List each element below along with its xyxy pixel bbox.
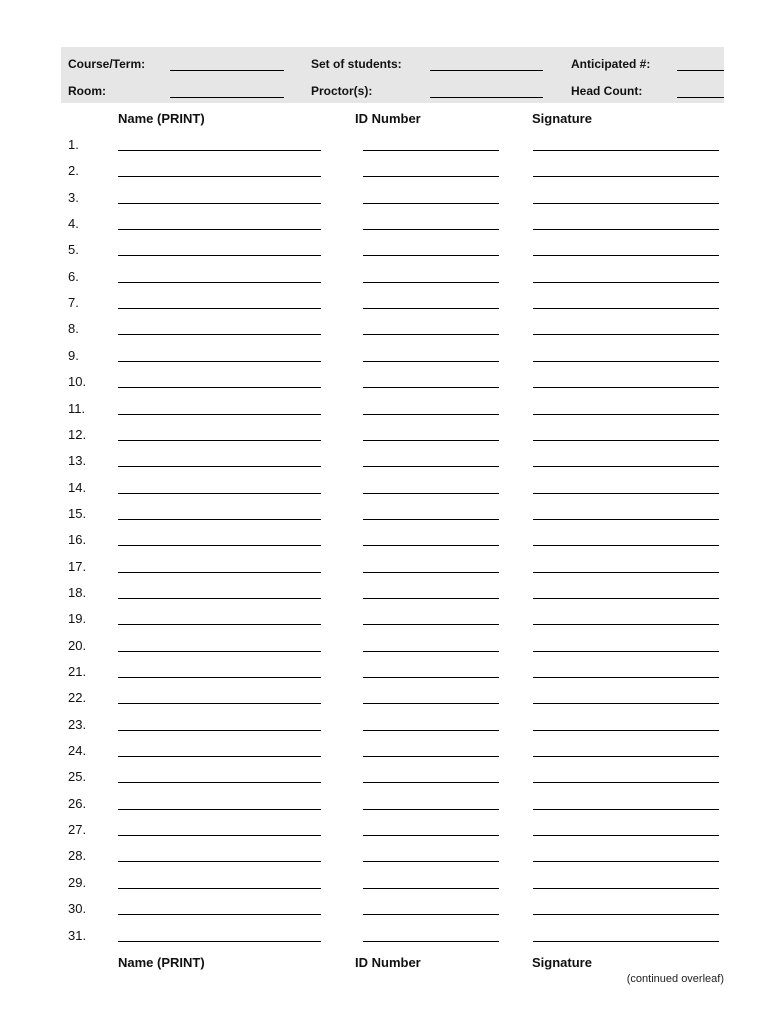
name-column-header: Name (PRINT)	[118, 111, 205, 126]
id-number-field[interactable]	[363, 387, 499, 388]
signature-field[interactable]	[533, 598, 719, 599]
room-field[interactable]	[170, 97, 284, 98]
name-field[interactable]	[118, 782, 321, 783]
row-number: 19.	[68, 611, 87, 627]
signature-field[interactable]	[533, 941, 719, 942]
name-field[interactable]	[118, 387, 321, 388]
name-field[interactable]	[118, 572, 321, 573]
row-number: 5.	[68, 242, 79, 258]
name-field[interactable]	[118, 519, 321, 520]
signature-field[interactable]	[533, 229, 719, 230]
row-number: 2.	[68, 163, 79, 179]
row-number: 3.	[68, 189, 79, 205]
signature-field[interactable]	[533, 387, 719, 388]
signature-field[interactable]	[533, 361, 719, 362]
row-number: 17.	[68, 558, 87, 574]
row-number: 10.	[68, 374, 87, 390]
signature-field[interactable]	[533, 255, 719, 256]
row-number: 23.	[68, 716, 87, 732]
name-field[interactable]	[118, 493, 321, 494]
id-number-field[interactable]	[363, 203, 499, 204]
id-number-field[interactable]	[363, 703, 499, 704]
row-number: 7.	[68, 295, 79, 311]
signature-field[interactable]	[533, 756, 719, 757]
signature-field[interactable]	[533, 493, 719, 494]
continued-note: (continued overleaf)	[626, 973, 724, 985]
id-number-field[interactable]	[363, 624, 499, 625]
signature-field[interactable]	[533, 282, 719, 283]
name-field[interactable]	[118, 308, 321, 309]
id-number-field[interactable]	[363, 493, 499, 494]
name-field[interactable]	[118, 282, 321, 283]
id-column-footer: ID Number	[355, 955, 421, 970]
signature-field[interactable]	[533, 809, 719, 810]
row-number: 26.	[68, 795, 87, 811]
id-column-header: ID Number	[355, 111, 421, 126]
name-field[interactable]	[118, 598, 321, 599]
course-term-field[interactable]	[170, 70, 284, 71]
name-field[interactable]	[118, 861, 321, 862]
set-of-students-label: Set of students:	[311, 57, 402, 71]
signature-field[interactable]	[533, 651, 719, 652]
id-number-field[interactable]	[363, 861, 499, 862]
id-number-field[interactable]	[363, 308, 499, 309]
head-count-label: Head Count:	[571, 84, 643, 98]
id-number-field[interactable]	[363, 677, 499, 678]
name-field[interactable]	[118, 414, 321, 415]
name-field[interactable]	[118, 835, 321, 836]
row-number: 18.	[68, 584, 87, 600]
id-number-field[interactable]	[363, 941, 499, 942]
signature-field[interactable]	[533, 914, 719, 915]
row-number: 8.	[68, 321, 79, 337]
name-field[interactable]	[118, 914, 321, 915]
signature-field[interactable]	[533, 888, 719, 889]
id-number-field[interactable]	[363, 440, 499, 441]
row-number: 14.	[68, 479, 87, 495]
row-number: 12.	[68, 426, 87, 442]
name-field[interactable]	[118, 888, 321, 889]
name-field[interactable]	[118, 677, 321, 678]
row-number: 13.	[68, 453, 87, 469]
signature-field[interactable]	[533, 677, 719, 678]
id-number-field[interactable]	[363, 730, 499, 731]
course-term-label: Course/Term:	[68, 57, 146, 71]
signature-field[interactable]	[533, 466, 719, 467]
name-field[interactable]	[118, 229, 321, 230]
id-number-field[interactable]	[363, 466, 499, 467]
id-number-field[interactable]	[363, 414, 499, 415]
row-number: 22.	[68, 690, 87, 706]
id-number-field[interactable]	[363, 914, 499, 915]
row-number: 1.	[68, 137, 79, 152]
id-number-field[interactable]	[363, 519, 499, 520]
name-field[interactable]	[118, 941, 321, 942]
signature-field[interactable]	[533, 835, 719, 836]
id-number-field[interactable]	[363, 809, 499, 810]
id-number-field[interactable]	[363, 756, 499, 757]
row-number: 28.	[68, 848, 87, 864]
name-field[interactable]	[118, 651, 321, 652]
row-number: 30.	[68, 901, 87, 917]
id-number-field[interactable]	[363, 598, 499, 599]
id-number-field[interactable]	[363, 361, 499, 362]
row-number: 15.	[68, 505, 87, 521]
signature-column-footer: Signature	[532, 955, 592, 970]
row-number: 20.	[68, 637, 87, 653]
id-number-field[interactable]	[363, 835, 499, 836]
signature-field[interactable]	[533, 414, 719, 415]
row-number: 24.	[68, 743, 87, 759]
name-field[interactable]	[118, 334, 321, 335]
id-number-field[interactable]	[363, 572, 499, 573]
row-number: 21.	[68, 664, 87, 679]
signature-field[interactable]	[533, 308, 719, 309]
row-number: 29.	[68, 874, 87, 890]
id-number-field[interactable]	[363, 651, 499, 652]
signature-column-header: Signature	[532, 111, 592, 126]
signature-field[interactable]	[533, 519, 719, 520]
signature-field[interactable]	[533, 782, 719, 783]
signature-field[interactable]	[533, 730, 719, 731]
name-field[interactable]	[118, 255, 321, 256]
signature-field[interactable]	[533, 203, 719, 204]
name-field[interactable]	[118, 703, 321, 704]
name-field[interactable]	[118, 203, 321, 204]
row-number: 25.	[68, 769, 87, 785]
row-number: 4.	[68, 216, 79, 232]
head-count-field[interactable]	[677, 97, 724, 98]
signature-field[interactable]	[533, 545, 719, 546]
signature-field[interactable]	[533, 440, 719, 441]
name-field[interactable]	[118, 361, 321, 362]
signature-field[interactable]	[533, 861, 719, 862]
name-column-footer: Name (PRINT)	[118, 955, 205, 970]
room-label: Room:	[68, 84, 106, 98]
name-field[interactable]	[118, 624, 321, 625]
name-field[interactable]	[118, 440, 321, 441]
row-number: 9.	[68, 347, 79, 363]
name-field[interactable]	[118, 466, 321, 467]
name-field[interactable]	[118, 809, 321, 810]
signature-field[interactable]	[533, 572, 719, 573]
row-number: 27.	[68, 822, 87, 838]
row-number: 11.	[68, 400, 86, 416]
id-number-field[interactable]	[363, 176, 499, 177]
signature-field[interactable]	[533, 703, 719, 704]
id-number-field[interactable]	[363, 545, 499, 546]
proctors-field[interactable]	[430, 97, 543, 98]
id-number-field[interactable]	[363, 229, 499, 230]
id-number-field[interactable]	[363, 334, 499, 335]
anticipated-count-field[interactable]	[677, 70, 724, 71]
signature-field[interactable]	[533, 176, 719, 177]
id-number-field[interactable]	[363, 282, 499, 283]
id-number-field[interactable]	[363, 888, 499, 889]
row-number: 31.	[68, 927, 87, 943]
row-number: 6.	[68, 268, 79, 284]
signature-field[interactable]	[533, 150, 719, 151]
set-of-students-field[interactable]	[430, 70, 543, 71]
id-number-field[interactable]	[363, 782, 499, 783]
name-field[interactable]	[118, 756, 321, 757]
signature-field[interactable]	[533, 334, 719, 335]
name-field[interactable]	[118, 545, 321, 546]
proctors-label: Proctor(s):	[311, 84, 373, 98]
name-field[interactable]	[118, 176, 321, 177]
signature-field[interactable]	[533, 624, 719, 625]
row-number: 16.	[68, 532, 87, 548]
name-field[interactable]	[118, 730, 321, 731]
name-field[interactable]	[118, 150, 321, 151]
id-number-field[interactable]	[363, 150, 499, 151]
id-number-field[interactable]	[363, 255, 499, 256]
anticipated-count-label: Anticipated #:	[571, 57, 651, 71]
